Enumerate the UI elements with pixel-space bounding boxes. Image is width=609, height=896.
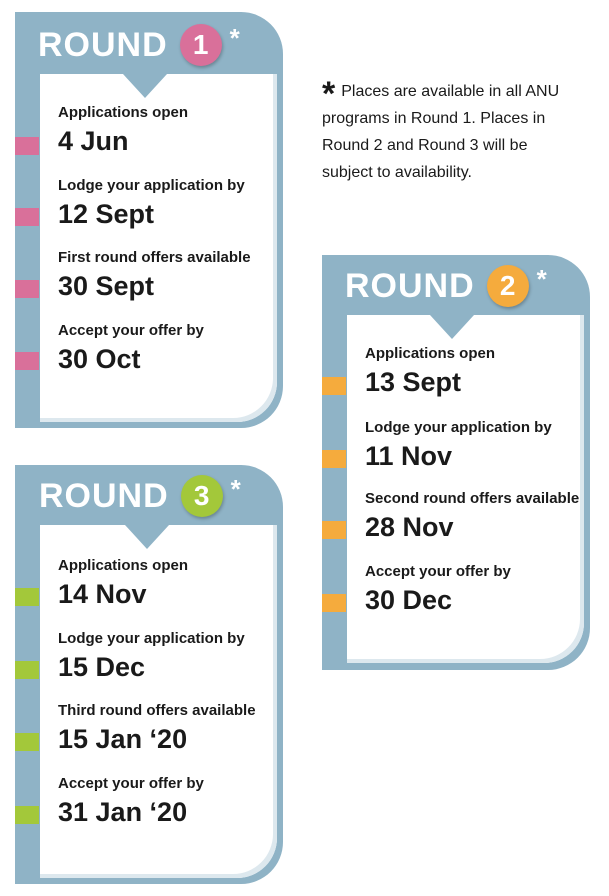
round-1-marker-1	[15, 137, 39, 155]
item-label: Applications open	[58, 104, 189, 121]
round-1-title: ROUND	[38, 25, 168, 64]
round-2-marker-2	[322, 450, 346, 468]
item-label: Third round offers available	[58, 702, 256, 719]
round-2-marker-4	[322, 594, 346, 612]
round-2-header	[345, 265, 547, 307]
round-1-asterisk: *	[229, 22, 240, 53]
round-1-marker-2	[15, 208, 39, 226]
note-text: Places are available in all ANU programs in Round 1. Places in Round 2 and Round 3 will be subject to availability.	[322, 83, 560, 181]
item-label: Accept your offer by	[365, 563, 511, 580]
round-3-title: ROUND	[39, 476, 169, 515]
round-3-marker-3	[15, 733, 39, 751]
round-2-title: ROUND	[345, 266, 475, 305]
item-label: Lodge your application by	[58, 630, 245, 647]
item-date: 11 Nov	[365, 441, 453, 471]
round-2-card	[322, 255, 590, 670]
round-1-item-1	[58, 104, 188, 156]
round-3-item-2	[58, 630, 245, 682]
item-date: 30 Oct	[58, 344, 141, 374]
item-label: Applications open	[365, 345, 496, 362]
round-3-item-4	[58, 775, 204, 827]
round-3-card	[15, 465, 283, 884]
item-label: Accept your offer by	[58, 322, 204, 339]
item-label: Applications open	[58, 557, 189, 574]
round-3-marker-4	[15, 806, 39, 824]
round-2-marker-3	[322, 521, 346, 539]
item-label: Second round offers available	[365, 490, 580, 507]
item-date: 14 Nov	[58, 579, 147, 609]
availability-note	[322, 75, 572, 186]
round-3-header	[39, 475, 241, 517]
round-1-item-3	[58, 249, 251, 301]
round-2-pointer	[430, 315, 474, 339]
item-label: Accept your offer by	[58, 775, 204, 792]
round-1-marker-3	[15, 280, 39, 298]
round-3-item-1	[58, 557, 188, 609]
round-2-item-2	[365, 419, 552, 471]
round-1-pointer	[123, 74, 167, 98]
round-3-pointer	[125, 525, 169, 549]
item-date: 12 Sept	[58, 199, 155, 229]
item-label: Lodge your application by	[58, 177, 245, 194]
round-2-number-badge: 2	[487, 265, 529, 307]
round-3-asterisk: *	[230, 473, 241, 504]
round-1-marker-4	[15, 352, 39, 370]
item-label: First round offers available	[58, 249, 251, 266]
round-1-number-badge: 1	[180, 24, 222, 66]
round-3-marker-1	[15, 588, 39, 606]
round-3-number-badge: 3	[181, 475, 223, 517]
round-1-item-2	[58, 177, 245, 229]
item-date: 15 Dec	[58, 652, 146, 682]
item-date: 28 Nov	[365, 512, 454, 542]
item-label: Lodge your application by	[365, 419, 552, 436]
round-3-marker-2	[15, 661, 39, 679]
round-1-header	[38, 24, 240, 66]
item-date: 30 Sept	[58, 271, 155, 301]
item-date: 4 Jun	[58, 126, 129, 156]
round-1-card	[15, 12, 283, 428]
round-2-item-3	[365, 490, 579, 542]
item-date: 30 Dec	[365, 585, 453, 615]
round-2-item-1	[365, 345, 495, 397]
round-2-asterisk: *	[536, 263, 547, 294]
item-date: 13 Sept	[365, 367, 462, 397]
round-2-marker-1	[322, 377, 346, 395]
round-1-item-4	[58, 322, 204, 374]
round-2-item-4	[365, 563, 511, 615]
item-date: 31 Jan ‘20	[58, 797, 188, 827]
round-3-item-3	[58, 702, 256, 754]
item-date: 15 Jan ‘20	[58, 724, 188, 754]
note-asterisk: *	[322, 75, 336, 113]
